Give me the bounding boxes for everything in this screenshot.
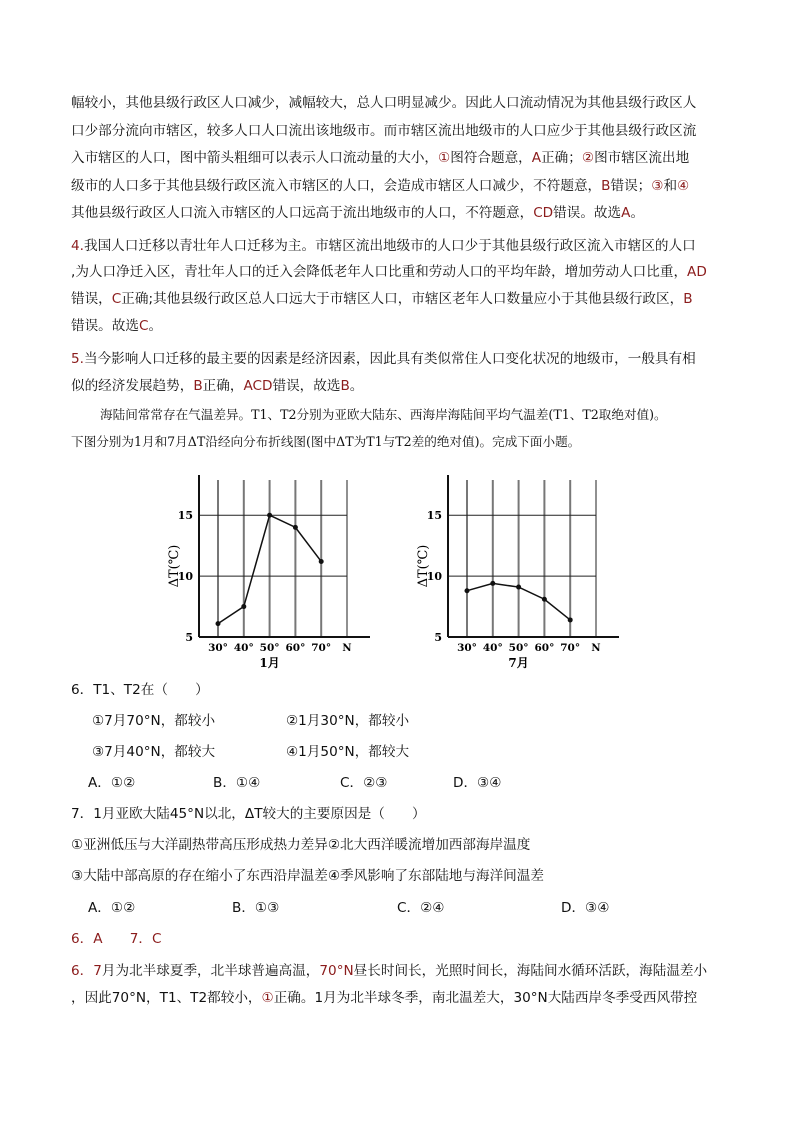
x-tick-label: 30° [457, 642, 477, 654]
text-segment: 正确。1月为北半球冬季，南北温差大，30°N大陆西岸冬季受西风带控 [273, 990, 698, 1006]
text-segment: ④ [677, 178, 690, 194]
text-line [71, 680, 209, 700]
y-tick-label: 15 [426, 509, 442, 523]
text-line [100, 405, 667, 425]
text-segment: 月为北半球夏季，北半球普遍高温， [101, 963, 320, 979]
text-line [71, 929, 161, 949]
text-segment: ①亚洲低压与大洋副热带高压形成热力差异②北大西洋暖流增加西部海岸温度 [71, 837, 531, 853]
text-segment: 似的经济发展趋势， [71, 378, 194, 394]
data-point [568, 617, 573, 622]
text-segment: 。 [148, 318, 163, 334]
y-tick-label: 10 [177, 570, 193, 584]
text-line [286, 742, 409, 762]
text-segment: A [531, 150, 542, 166]
y-tick-label: 10 [426, 570, 442, 584]
text-segment: C [138, 318, 149, 334]
text-line [340, 773, 387, 793]
text-line [71, 432, 580, 452]
text-segment: 和 [663, 178, 678, 194]
text-segment: 4. [71, 238, 84, 254]
x-tick-label: 70° [311, 642, 332, 654]
text-segment: 其他县级行政区人口流入市辖区的人口远高于流出地级市的人口，不符题意， [71, 205, 534, 221]
y-tick-label: 5 [434, 631, 442, 644]
text-segment: B [683, 291, 693, 307]
text-line [71, 988, 697, 1008]
chart-january [160, 465, 380, 675]
text-segment: A．①② [88, 900, 136, 916]
text-line [71, 93, 696, 113]
text-segment: 口少部分流向市辖区，较多人口人口流出该地级市。而市辖区流出地级市的人口应少于其他县级行政区流 [71, 123, 697, 139]
data-point [465, 588, 470, 593]
text-segment: 错误， [71, 291, 112, 307]
text-segment: 错误。故选 [553, 205, 622, 221]
data-point [542, 597, 547, 602]
text-line [88, 898, 135, 918]
text-line [71, 835, 530, 855]
text-line [453, 773, 501, 793]
text-line [71, 121, 696, 141]
data-point [490, 581, 495, 586]
text-segment: 下图分别为1月和7月ΔT沿经向分布折线图(图中ΔT为T1与T2差的绝对值)。完成下面小题。 [71, 434, 581, 449]
text-line [71, 262, 707, 282]
text-segment: A [621, 205, 631, 221]
text-segment: ，因此70°N，T1、T2都较小， [71, 990, 262, 1006]
x-tick-label: 70° [560, 642, 581, 654]
text-segment: ① [438, 150, 451, 166]
text-segment: B [193, 378, 203, 394]
text-segment: 70°N [319, 963, 354, 979]
text-segment: 昼长时间长，光照时间长，海陆间水循环活跃，海陆温差小 [353, 963, 708, 979]
text-segment: 图市辖区流出地 [594, 150, 690, 166]
text-segment: ,为人口净迁入区，青壮年人口的迁入会降低老年人口比重和劳动人口的平均年龄，增加劳动人口比重， [71, 264, 688, 280]
y-axis-title: ΔT(℃) [167, 544, 182, 588]
text-line [71, 148, 689, 168]
x-axis-end-label: N [342, 643, 352, 654]
y-axis-title: ΔT(℃) [416, 544, 431, 588]
text-segment: 幅较小，其他县级行政区人口减少，减幅较大，总人口明显减少。因此人口流动情况为其他县级行政区人 [71, 95, 697, 111]
text-segment: AD [687, 264, 707, 280]
x-tick-label: 50° [508, 642, 529, 654]
text-line [71, 176, 689, 196]
text-segment: 正确； [541, 150, 582, 166]
data-point [267, 513, 272, 518]
text-segment: ②1月30°N，都较小 [286, 713, 410, 729]
text-segment: ③7月40°N，都较大 [92, 744, 216, 760]
text-segment: 正确;其他县级行政区总人口远大于市辖区人口，市辖区老年人口数量应小于其他县级行政区， [121, 291, 684, 307]
text-segment: 5. [71, 351, 84, 367]
text-line [71, 289, 693, 309]
text-segment: ③大陆中部高原的存在缩小了东西沿岸温差④季风影响了东部陆地与海洋间温差 [71, 868, 544, 884]
y-tick-label: 15 [177, 509, 193, 523]
text-line [71, 804, 426, 824]
text-line [286, 711, 409, 731]
text-segment: 级市的人口多于其他县级行政区流入市辖区的人口，会造成市辖区人口减少，不符题意， [71, 178, 602, 194]
text-line [71, 376, 363, 396]
text-segment: C．②④ [397, 900, 445, 916]
text-segment: 图符合题意， [450, 150, 532, 166]
x-tick-label: 60° [534, 642, 555, 654]
x-tick-label: 30° [208, 642, 228, 654]
text-segment: D．③④ [561, 900, 610, 916]
text-segment: 当今影响人口迁移的最主要的因素是经济因素，因此具有类似常住人口变化状况的地级市，一般具有相 [83, 351, 696, 367]
text-segment: 6．7 [71, 963, 102, 979]
x-tick-label: 60° [285, 642, 306, 654]
text-line [397, 898, 444, 918]
text-line [561, 898, 609, 918]
text-line [92, 742, 215, 762]
text-segment: ①7月70°N，都较小 [92, 713, 216, 729]
text-line [71, 961, 707, 981]
text-segment: C．②③ [340, 775, 388, 791]
text-segment: ACD [243, 378, 273, 394]
text-segment: 错误； [610, 178, 652, 194]
x-axis-title: 1月 [259, 656, 280, 670]
text-segment: A．①② [88, 775, 136, 791]
text-segment: 我国人口迁移以青壮年人口迁移为主。市辖区流出地级市的人口少于其他县级行政区流入市辖区的人口 [83, 238, 696, 254]
text-segment: 。 [349, 378, 364, 394]
text-segment: CD [533, 205, 554, 221]
text-line [71, 316, 162, 336]
x-axis-end-label: N [591, 643, 601, 654]
data-point [241, 604, 246, 609]
x-tick-label: 50° [259, 642, 280, 654]
chart-july [409, 465, 629, 675]
x-axis-title: 7月 [508, 656, 529, 670]
text-line [71, 349, 696, 369]
text-segment: ③ [651, 178, 664, 194]
text-line [213, 773, 260, 793]
text-segment: B．①④ [213, 775, 261, 791]
text-segment: 7．1月亚欧大陆45°N以北，ΔT较大的主要原因是（ ） [71, 806, 426, 822]
text-line [71, 203, 644, 223]
text-segment: 海陆间常常存在气温差异。T1、T2分别为亚欧大陆东、西海岸海陆间平均气温差(T1、T2取绝对值)。 [100, 407, 667, 422]
text-segment: B [601, 178, 611, 194]
text-segment: B [340, 378, 350, 394]
text-segment: 。 [630, 205, 645, 221]
y-tick-label: 5 [185, 631, 193, 644]
text-line [232, 898, 279, 918]
text-segment: C [111, 291, 122, 307]
data-point [216, 621, 221, 626]
text-segment: ② [581, 150, 595, 166]
text-segment: 入市辖区的人口，图中箭头粗细可以表示人口流动量的大小， [71, 150, 439, 166]
data-point [516, 585, 521, 590]
x-tick-label: 40° [233, 642, 254, 654]
data-point [293, 525, 298, 530]
text-line [88, 773, 135, 793]
text-segment: 错误。故选 [71, 318, 139, 334]
x-tick-label: 40° [482, 642, 503, 654]
text-line [71, 866, 544, 886]
text-segment: 6．A 7．C [71, 931, 162, 947]
text-line [92, 711, 215, 731]
text-segment: D．③④ [453, 775, 502, 791]
text-segment: 6．T1、T2在（ ） [71, 682, 209, 698]
text-segment: 错误，故选 [272, 378, 341, 394]
text-segment: 正确， [202, 378, 244, 394]
data-point [319, 559, 324, 564]
text-line [71, 236, 696, 256]
text-segment: ④1月50°N，都较大 [286, 744, 410, 760]
text-segment: ① [261, 990, 274, 1006]
text-segment: B．①③ [232, 900, 280, 916]
